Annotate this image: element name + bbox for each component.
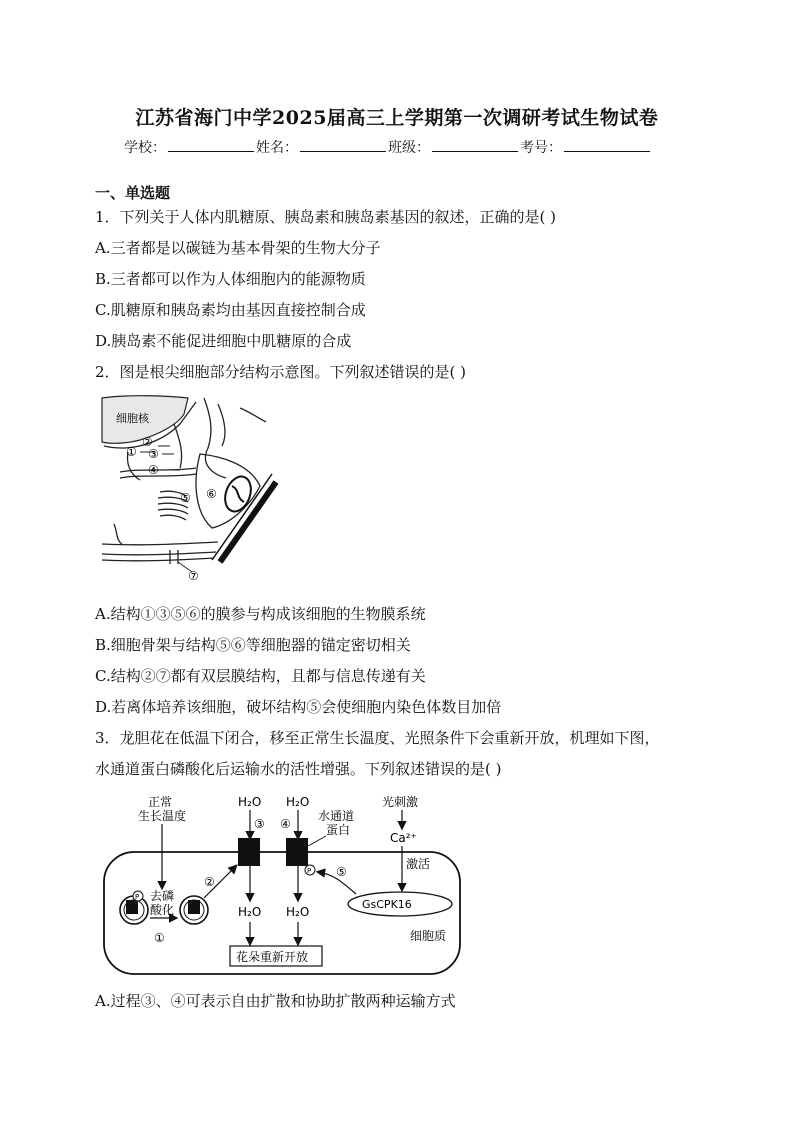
q3-option-a[interactable]: A.过程③、④可表示自由扩散和协助扩散两种运输方式 [95, 992, 456, 1010]
label-h2o-bottom-2: H₂O [286, 905, 310, 919]
q2-option-b[interactable]: B.细胞骨架与结构⑤⑥等细胞器的锚定密切相关 [95, 636, 411, 654]
phosphate-left: P [135, 893, 140, 901]
label-dephos-2: 酸化 [150, 903, 175, 917]
number-label: 考号： [520, 140, 562, 156]
q1-option-d[interactable]: D.胰岛素不能促进细胞中肌糖原的合成 [95, 332, 352, 350]
marker-1: ① [154, 931, 165, 945]
name-label: 姓名： [256, 140, 298, 156]
q1-option-a[interactable]: A.三者都是以碳链为基本骨架的生物大分子 [95, 239, 381, 257]
q2-option-c[interactable]: C.结构②⑦都有双层膜结构，且都与信息传递有关 [95, 667, 426, 685]
class-label: 班级： [388, 140, 430, 156]
label-ca: Ca²⁺ [390, 831, 417, 845]
marker-4: ④ [280, 817, 291, 831]
q2-option-d[interactable]: D.若离体培养该细胞，破坏结构⑤会使细胞内染色体数目加倍 [95, 698, 502, 716]
q3-stem-line2: 水通道蛋白磷酸化后运输水的活性增强。下列叙述错误的是( ) [95, 760, 502, 778]
marker-6: ⑥ [206, 487, 217, 501]
q2-stem: 2．图是根尖细胞部分结构示意图。下列叙述错误的是( ) [95, 363, 467, 381]
label-dephos-1: 去磷 [150, 889, 175, 903]
label-growth-temp: 生长温度 [138, 809, 187, 823]
marker-4: ④ [148, 463, 159, 477]
marker-7: ⑦ [188, 569, 199, 583]
label-cytoplasm: 细胞质 [410, 929, 447, 943]
q2-option-a[interactable]: A.结构①③⑤⑥的膜参与构成该细胞的生物膜系统 [95, 605, 426, 623]
school-label: 学校： [124, 140, 166, 156]
q1-stem: 1．下列关于人体内肌糖原、胰岛素和胰岛素基因的叙述，正确的是( ) [95, 208, 557, 226]
marker-2: ② [142, 435, 153, 449]
label-kinase: GsCPK16 [362, 898, 412, 911]
water-channel-figure [100, 790, 470, 976]
label-h2o-top-1: H₂O [238, 795, 262, 809]
label-water-channel: 水通道 [318, 809, 355, 823]
channel-protein-right [286, 838, 308, 866]
label-activate: 激活 [406, 857, 431, 871]
marker-3: ③ [254, 817, 265, 831]
label-h2o-bottom-1: H₂O [238, 905, 262, 919]
student-info-line [124, 137, 652, 157]
marker-3: ③ [148, 447, 159, 461]
phosphate-right: P [307, 867, 312, 875]
channel-protein-left [238, 838, 260, 866]
label-light: 光刺激 [382, 795, 419, 809]
q3-stem-line1: 3．龙胆花在低温下闭合，移至正常生长温度、光照条件下会重新开放，机理如下图， [95, 729, 660, 747]
label-protein: 蛋白 [326, 823, 351, 837]
root-cell-figure [100, 394, 280, 586]
label-normal: 正常 [148, 795, 173, 809]
marker-5: ⑤ [336, 865, 347, 879]
section-heading: 一、单选题 [95, 184, 171, 202]
marker-2: ② [204, 875, 215, 889]
number-blank[interactable] [564, 137, 650, 152]
page-title: 江苏省海门中学2025届高三上学期第一次调研考试生物试卷 [135, 107, 659, 129]
label-h2o-top-2: H₂O [286, 795, 310, 809]
q1-option-c[interactable]: C.肌糖原和胰岛素均由基因直接控制合成 [95, 301, 366, 319]
label-reopen: 花朵重新开放 [236, 950, 309, 964]
class-blank[interactable] [432, 137, 518, 152]
school-blank[interactable] [168, 137, 254, 152]
marker-5: ⑤ [180, 491, 191, 505]
marker-1: ① [126, 445, 137, 459]
q1-option-b[interactable]: B.三者都可以作为人体细胞内的能源物质 [95, 270, 366, 288]
name-blank[interactable] [300, 137, 386, 152]
nucleus-label: 细胞核 [116, 412, 149, 425]
